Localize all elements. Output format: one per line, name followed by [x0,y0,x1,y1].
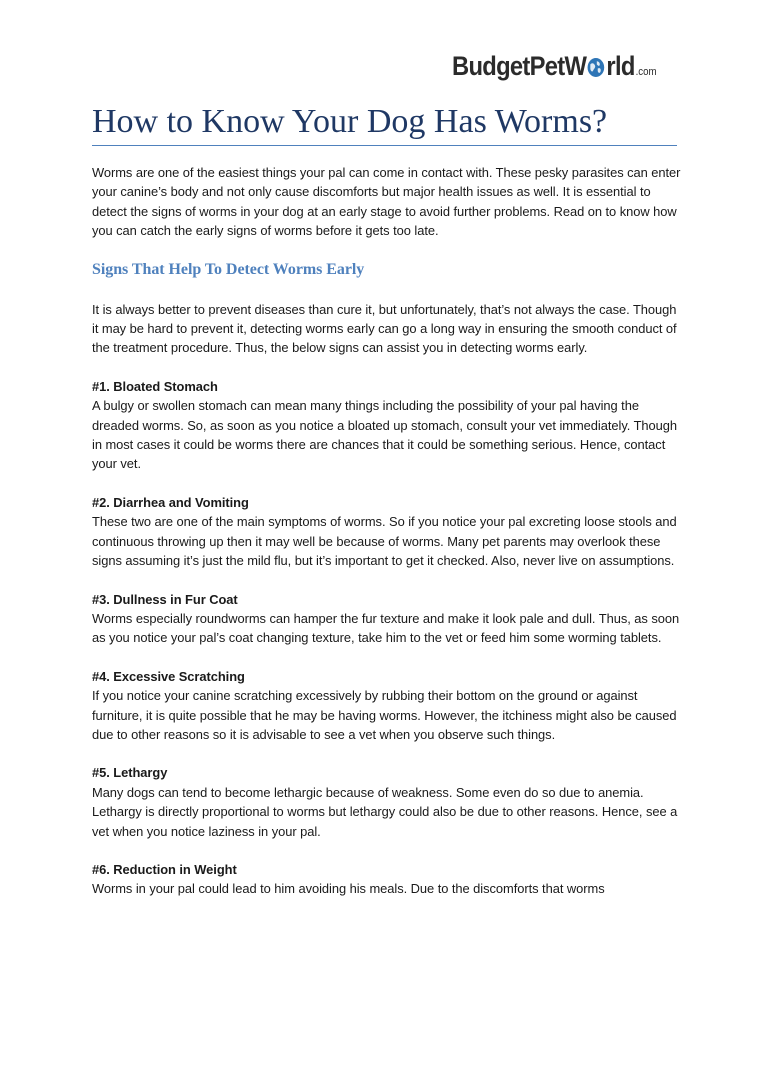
sign-body: These two are one of the main symptoms of worms. So if you notice your pal excreting loose stools and continuous throwing up then it may well be because of worms. Many pet parents may overlook these signs assuming it’s just the mild flu, but it’s important to get it checked. Also, never live on assumptions. [92,514,677,569]
sign-heading: #5. Lethargy [92,765,168,781]
lead-paragraph: It is always better to prevent diseases than cure it, but unfortunately, that’s not always the case. Though it may be hard to prevent it, detecting worms early can go a long way in ensuring the smooth conduct of the treatment procedure. Thus, the below signs can assist you in detecting worms early. [92,301,677,356]
sign-body: Worms in your pal could lead to him avoiding his meals. Due to the discomforts that worms [92,881,605,897]
logo-suffix: .com [635,66,657,78]
sign-section-3 [92,590,682,648]
sign-body: A bulgy or swollen stomach can mean many things including the possibility of your pal having the dreaded worms. So, as soon as you notice a bloated up stomach, consult your vet immediately. Though in most cases it could be worms there are chances that it could be something serious. Hence, contact your vet. [92,398,678,472]
logo-text-main: BudgetPetW [452,51,587,81]
logo-text-rest: rld [606,51,635,81]
intro-paragraph: Worms are one of the easiest things your pal can come in contact with. These pesky parasites can enter your canine’s body and not only cause discomforts but major health issues as well. It is essential to detect the signs of worms in your dog at an early stage to avoid further problems. Read on to know how you can catch the early signs of worms before it gets too late. [92,165,681,239]
article-body [92,163,682,918]
sign-heading: #2. Diarrhea and Vomiting [92,494,249,510]
sign-section-5 [92,763,682,841]
sign-body: If you notice your canine scratching excessively by rubbing their bottom on the ground or against furniture, it is quite possible that he may be having worms. However, the itchiness might also be caused due to other reasons so it is advisable to see a vet when you observe such things. [92,688,677,742]
page-title: How to Know Your Dog Has Worms? [92,103,608,140]
brand-logo [452,46,657,82]
sign-heading: #3. Dullness in Fur Coat [92,591,238,607]
sign-heading: #6. Reduction in Weight [92,861,237,877]
sign-heading: #4. Excessive Scratching [92,668,245,684]
sign-section-1 [92,377,682,474]
sign-body: Worms especially roundworms can hamper the fur texture and make it look pale and dull. Thus, as soon as you notice your pal’s coat changing texture, take him to the vet or feed him some worming tablets. [92,610,680,646]
section-subheading: Signs That Help To Detect Worms Early [92,260,365,278]
title-divider [92,145,677,146]
sign-section-2 [92,493,682,571]
globe-icon [587,57,605,78]
sign-section-4 [92,667,682,745]
sign-body: Many dogs can tend to become lethargic because of weakness. Some even do so due to anemia. Lethargy is directly proportional to worms but lethargy could also be due to other reasons. Hence, see a vet when you notice laziness in your pal. [92,784,678,839]
sign-section-6 [92,860,682,899]
sign-heading: #1. Bloated Stomach [92,378,218,394]
